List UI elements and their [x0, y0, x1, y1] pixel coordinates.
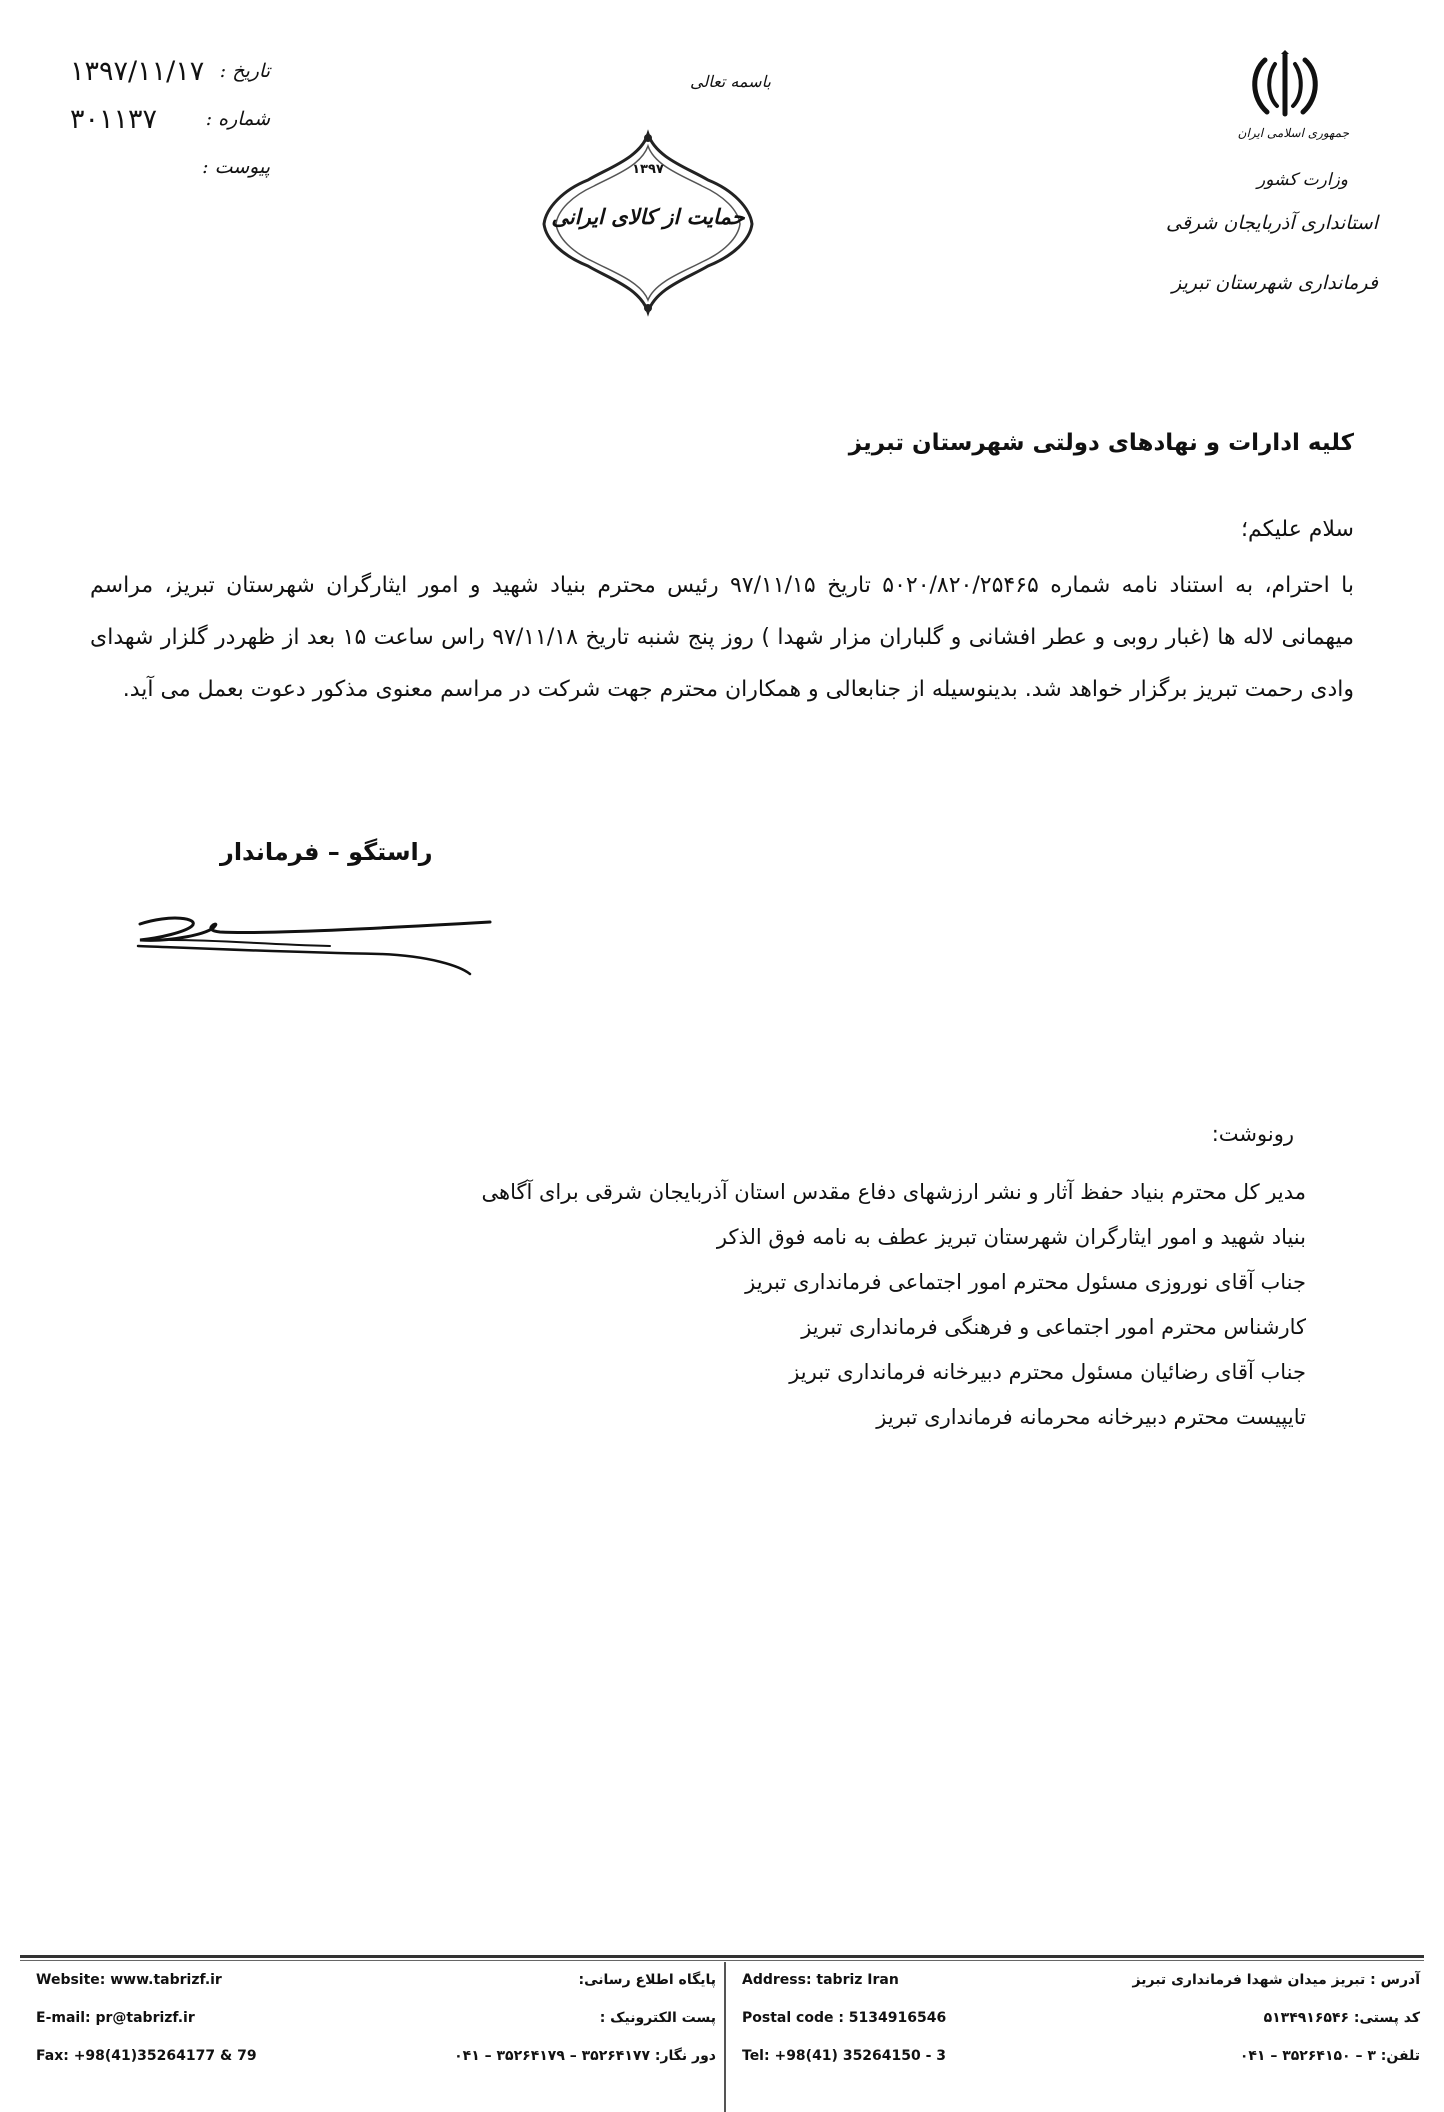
attachment-label: پیوست :: [202, 156, 270, 178]
cc-list: [482, 1170, 1307, 1440]
letter-body: با احترام، به استناد نامه شماره ۵۰۲۰/۸۲۰/۲۵۴۶۵ تاریخ ۹۷/۱۱/۱۵ رئیس محترم بنیاد شهید و امور ایثارگران شهرستان تبریز، مراسم میهمانی لاله ها (غبار روبی و عطر افشانی و گلباران مزار شهدا ) روز پنج شنبه تاریخ ۹۷/۱۱/۱۸ راس ساعت ۱۵ بعد از ظهردر گلزار شهدای وادی رحمت تبریز برگزار خواهد شد. بدینوسیله از جنابعالی و همکاران محترم جهت شرکت در مراسم معنوی مذکور دعوت بعمل می آید.: [90, 573, 1354, 702]
footer-email-label: پست الکترونیک :: [599, 2010, 716, 2026]
footer-tel-fa: تلفن: ۳ – ۳۵۲۶۴۱۵۰ – ۰۴۱: [1239, 2048, 1420, 2064]
signer: راستگو – فرماندار: [220, 838, 433, 866]
number-value: ۳۰۱۱۳۷: [70, 104, 158, 135]
signature: [130, 900, 500, 980]
governorate-name: فرمانداری شهرستان تبریز: [1171, 272, 1378, 294]
iran-emblem: [1245, 50, 1325, 122]
iran-emblem-icon: [1245, 50, 1325, 122]
footer-postal-fa: کد پستی: ۵۱۳۴۹۱۶۵۴۶: [1263, 2010, 1420, 2026]
cc-item: جناب آقای نوروزی مسئول محترم امور اجتماعی فرمانداری تبریز: [745, 1270, 1306, 1294]
signature-scribble-icon: [130, 900, 500, 980]
number-label: شماره :: [205, 108, 270, 130]
footer-postal-en: Postal code : 5134916546: [742, 2010, 947, 2026]
footer-rule: [20, 1955, 1424, 1958]
cc-item: کارشناس محترم امور اجتماعی و فرهنگی فرمانداری تبریز: [801, 1315, 1306, 1339]
campaign-year: ۱۳۹۷: [632, 162, 664, 177]
footer-tel-en: Tel: +98(41) 35264150 - 3: [742, 2048, 947, 2064]
cc-title: رونوشت:: [1211, 1122, 1294, 1146]
attachment-row: [70, 156, 270, 196]
date-row: [70, 56, 270, 100]
cc-item: جناب آقای رضائیان مسئول محترم دبیرخانه فرمانداری تبریز: [789, 1360, 1306, 1384]
date-label: تاریخ :: [219, 60, 270, 82]
cc-item: بنیاد شهید و امور ایثارگران شهرستان تبریز عطف به نامه فوق الذکر: [716, 1225, 1306, 1249]
date-value: ۱۳۹۷/۱۱/۱۷: [70, 56, 205, 87]
campaign-text: حمایت از کالای ایرانی: [551, 204, 745, 229]
footer-website: Website: www.tabrizf.ir: [36, 1972, 222, 1988]
footer-portal-label: پایگاه اطلاع رسانی:: [578, 1972, 716, 1988]
footer-email: E-mail: pr@tabrizf.ir: [36, 2010, 195, 2026]
campaign-logo: [538, 128, 758, 318]
bismillah: باسمه تعالی: [690, 72, 771, 91]
footer-fax: Fax: +98(41)35264177 & 79: [36, 2048, 257, 2064]
footer-divider: [724, 1962, 726, 2112]
cc-item: مدیر کل محترم بنیاد حفظ آثار و نشر ارزشهای دفاع مقدس استان آذربایجان شرقی برای آگاهی: [481, 1180, 1306, 1204]
recipient: کلیه ادارات و نهادهای دولتی شهرستان تبریز: [848, 430, 1354, 456]
footer-rule-thin: [20, 1960, 1424, 1961]
greeting: سلام علیکم؛: [1240, 517, 1354, 542]
footer-address-fa: آدرس : تبریز میدان شهدا فرمانداری تبریز: [1132, 1972, 1420, 1988]
cc-item: تایپیست محترم دبیرخانه محرمانه فرمانداری تبریز: [876, 1405, 1306, 1429]
province-name: استانداری آذربایجان شرقی: [1166, 212, 1378, 234]
emblem-caption: جمهوری اسلامی ایران: [1237, 126, 1349, 140]
ministry-name: وزارت کشور: [1256, 170, 1348, 190]
footer-address-en: Address: tabriz Iran: [742, 1972, 899, 1988]
footer-fax-fa: دور نگار: ۳۵۲۶۴۱۷۷ – ۳۵۲۶۴۱۷۹ – ۰۴۱: [454, 2048, 716, 2064]
number-row: [70, 104, 270, 148]
